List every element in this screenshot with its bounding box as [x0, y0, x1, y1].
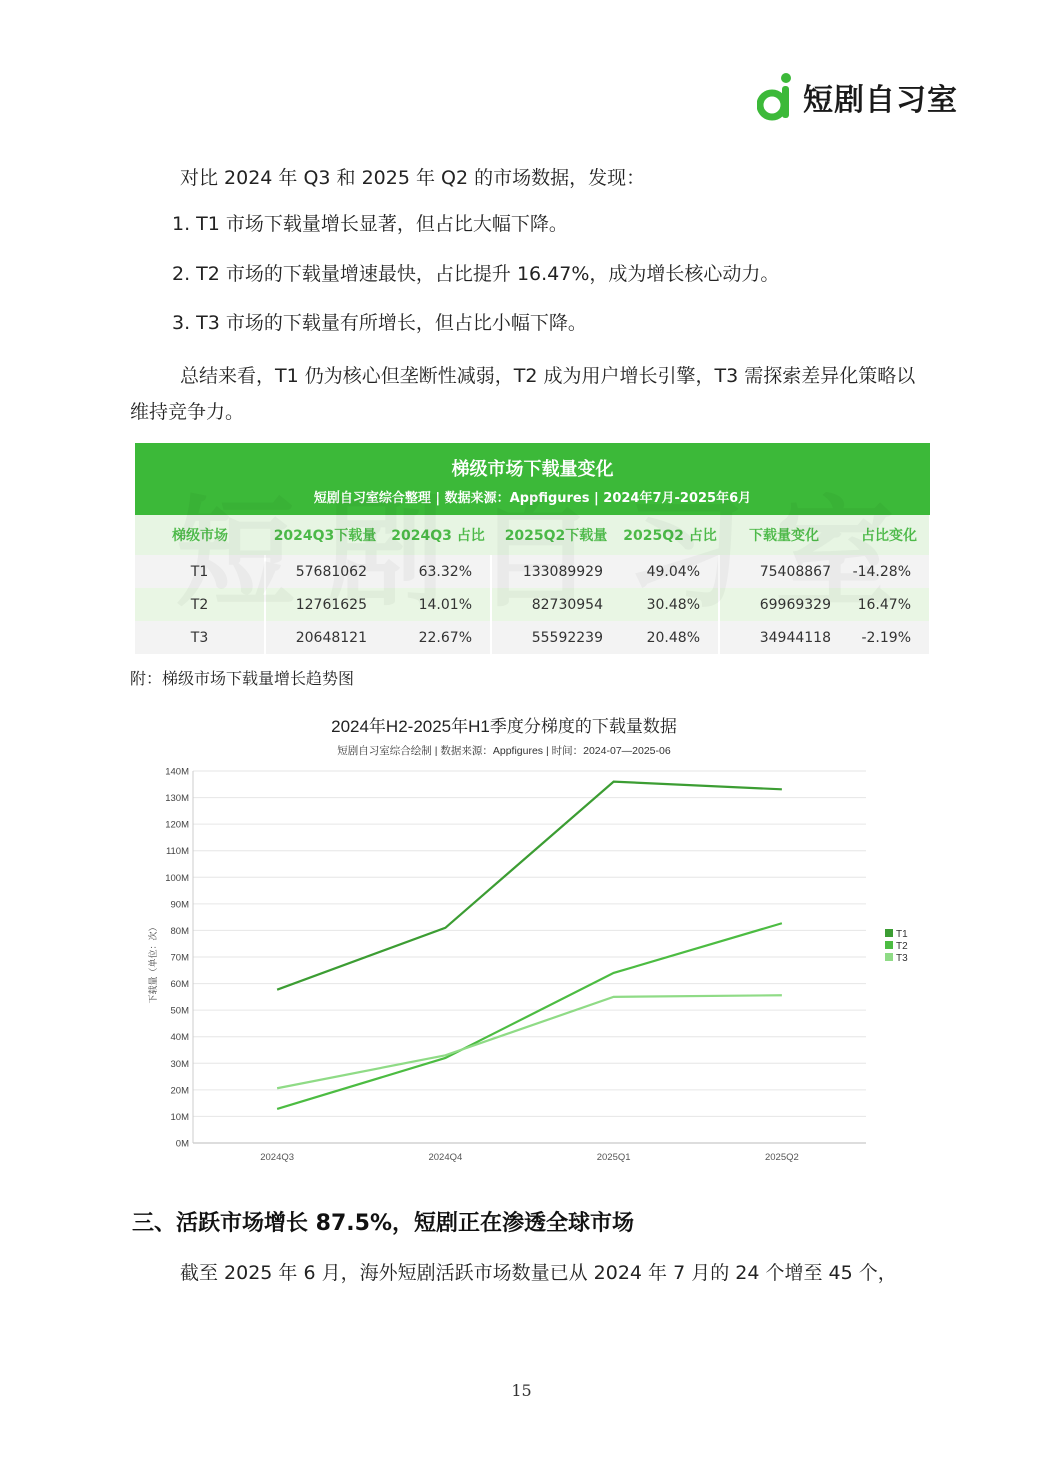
chart-grid — [193, 771, 866, 1143]
section-heading: 三、活跃市场增长 87.5%，短剧正在渗透全球市场 — [132, 1211, 634, 1236]
y-tick-label: 40M — [170, 1032, 189, 1044]
summary-paragraph: 总结来看，T1 仍为核心但垄断性减弱，T2 成为用户增长引擎，T3 需探索差异化策略以维持竞争力。 — [130, 365, 916, 423]
chart-legend — [885, 929, 908, 964]
table-cell: T1 — [135, 555, 265, 588]
table-cell: 133089929 — [491, 555, 621, 588]
table-cell: -2.19% — [849, 621, 929, 654]
x-tick-label: 2025Q2 — [764, 1152, 799, 1163]
x-tick-label: 2024Q4 — [428, 1152, 463, 1163]
y-tick-label: 110M — [165, 846, 189, 858]
table-cell: 49.04% — [621, 555, 719, 588]
y-tick-label: 70M — [170, 952, 189, 964]
table-cell: 57681062 — [265, 555, 385, 588]
y-tick-label: 120M — [165, 819, 189, 831]
legend-swatch — [885, 929, 893, 937]
column-header: 2025Q2下载量 — [491, 515, 621, 555]
chart-x-ticks — [260, 1152, 799, 1163]
table-cell: 22.67% — [385, 621, 491, 654]
table-cell: T2 — [135, 588, 265, 621]
finding-1: 1. T1 市场下载量增长显著，但占比大幅下降。 — [172, 213, 568, 235]
x-tick-label: 2024Q3 — [260, 1152, 295, 1163]
brand-name: 短剧自习室 — [803, 83, 958, 118]
table-cell: 16.47% — [849, 588, 929, 621]
y-tick-label: 90M — [170, 899, 189, 911]
legend-swatch — [885, 953, 893, 961]
table-cell: 82730954 — [491, 588, 621, 621]
y-tick-label: 20M — [170, 1085, 189, 1097]
intro-paragraph: 对比 2024 年 Q3 和 2025 年 Q2 的市场数据，发现： — [180, 167, 646, 189]
y-tick-label: 30M — [170, 1058, 189, 1070]
appendix-caption: 附：梯级市场下载量增长趋势图 — [130, 669, 355, 688]
brand-logo — [757, 70, 958, 124]
page-number: 15 — [511, 1381, 532, 1400]
table-cell: 20.48% — [621, 621, 719, 654]
chart-title: 2024年H2-2025年H1季度分梯度的下载量数据 — [331, 717, 677, 736]
chart-y-axis-label: 下载量（单位：次） — [148, 922, 158, 1004]
table-cell: 12761625 — [265, 588, 385, 621]
table-cell: 75408867 — [719, 555, 849, 588]
column-header: 2024Q3 占比 — [385, 515, 491, 555]
y-tick-label: 60M — [170, 979, 189, 991]
chart-y-ticks — [165, 767, 189, 1150]
legend-label: T3 — [896, 953, 908, 964]
table-cell: 69969329 — [719, 588, 849, 621]
table-cell: 14.01% — [385, 588, 491, 621]
column-header: 2024Q3下载量 — [265, 515, 385, 555]
section-paragraph: 截至 2025 年 6 月，海外短剧活跃市场数量已从 2024 年 7 月的 24 个增至 45 个， — [180, 1262, 897, 1284]
table-title: 梯级市场下载量变化 — [451, 459, 614, 480]
column-header: 下载量变化 — [719, 515, 849, 555]
chart-subtitle: 短剧自习室综合绘制 | 数据来源：Appfigures | 时间：2024-07—2025-06 — [337, 745, 671, 757]
legend-swatch — [885, 941, 893, 949]
y-tick-label: 80M — [170, 925, 189, 937]
finding-2: 2. T2 市场的下载量增速最快，占比提升 16.47%，成为增长核心动力。 — [172, 263, 780, 285]
download-trend-chart — [130, 705, 920, 1175]
y-tick-label: 100M — [165, 872, 189, 884]
y-tick-label: 130M — [165, 793, 189, 805]
table-cell: 34944118 — [719, 621, 849, 654]
chart-series — [277, 782, 782, 1109]
table-cell: 55592239 — [491, 621, 621, 654]
legend-label: T2 — [896, 941, 908, 952]
table-cell: 63.32% — [385, 555, 491, 588]
table-subtitle: 短剧自习室综合整理 | 数据来源：Appfigures | 2024年7月-2025年6月 — [313, 491, 752, 506]
y-tick-label: 0M — [175, 1138, 189, 1150]
table-cell: -14.28% — [849, 555, 929, 588]
column-header: 占比变化 — [849, 515, 929, 555]
table-cell: 30.48% — [621, 588, 719, 621]
table-cell: T3 — [135, 621, 265, 654]
y-tick-label: 140M — [165, 766, 189, 778]
y-tick-label: 10M — [170, 1111, 189, 1123]
series-line-t1 — [277, 782, 782, 990]
table-cell: 20648121 — [265, 621, 385, 654]
finding-3: 3. T3 市场的下载量有所增长，但占比小幅下降。 — [172, 312, 587, 334]
x-tick-label: 2025Q1 — [596, 1152, 631, 1163]
watermark — [175, 458, 925, 630]
legend-label: T1 — [896, 929, 908, 940]
series-line-t2 — [277, 923, 782, 1109]
column-header: 梯级市场 — [135, 515, 265, 555]
y-tick-label: 50M — [170, 1005, 189, 1017]
logo-mark-icon — [757, 72, 795, 122]
column-header: 2025Q2 占比 — [621, 515, 719, 555]
series-line-t3 — [277, 995, 782, 1088]
